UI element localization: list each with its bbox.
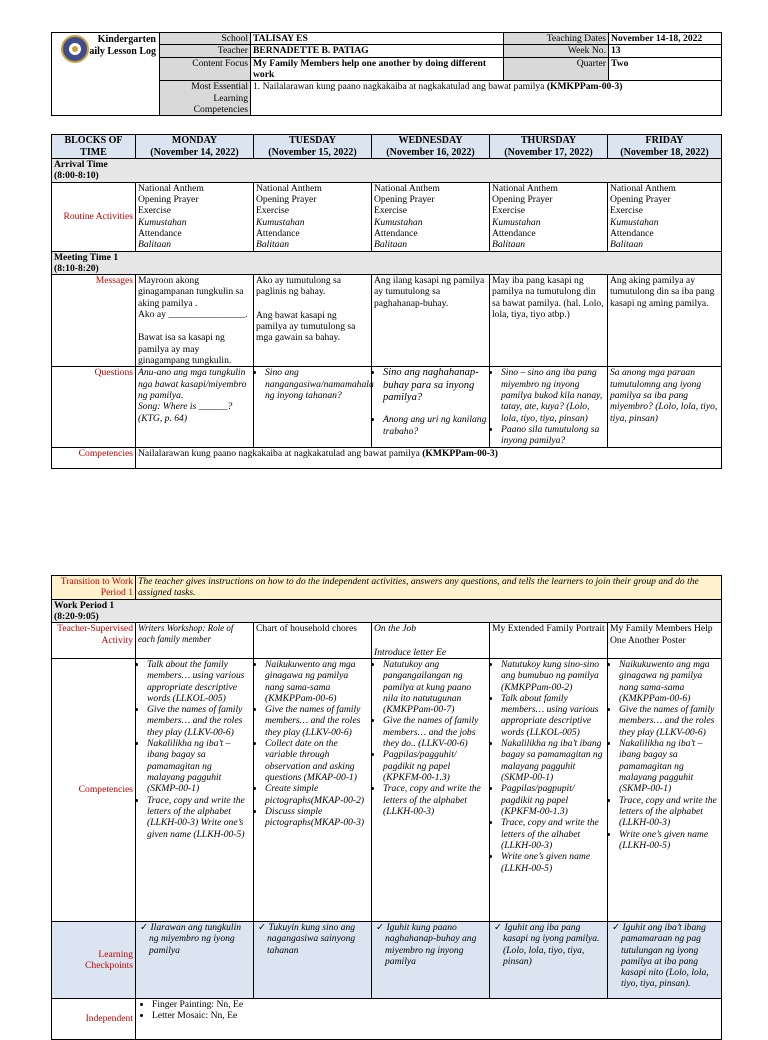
check-icon: ✓	[376, 921, 385, 933]
content-focus-label: Content Focus	[160, 57, 251, 81]
messages-thu: May iba pang kasapi ng pamilya na tumutulong din sa bawat pamilya. (hal. Lolo, lola, tiya, tiyo atbp.)	[490, 275, 608, 367]
work-period-row: Work Period 1 (8:20-9:05)	[52, 599, 722, 623]
blocks-of-time-header: BLOCKS OF TIME	[52, 135, 136, 159]
checkpoint-thu: ✓ Iguhit ang iba pang kasapi ng iyong pamilya. (Lolo, lola, tiyo, tiya, pinsan)	[490, 921, 608, 998]
work-competencies-tue: • Naikukuwento ang mga ginagawa ng pamilya nang sama-sama (KMKPPam-00-6) • Give the names of family members… and the roles they play (LLKV-00-6) • Collect date on the variable through observation and asking questions (MKAP-00-1) • Create simple pictographs(MKAP-00-2) • Discuss simple pictographs(MKAP-00-3)	[254, 658, 372, 921]
work-competencies-mon: • Talk about the family members… using various appropriate descriptive words (LLKOL-005) • Give the names of family members… and the roles they play (LLKV-00-6) • Nakalilikha ng iba’t – ibang bagay sa pamamagitan ng malayang pagguhit (SKMP-00-1) • Trace, copy and write the letters of the alphabet (LLKH-00-3) Write one’s given name (LLKH-00-5)	[136, 658, 254, 921]
routine-label: Routine Activities	[52, 182, 136, 251]
mel-code: (KMKPPam-00-3)	[546, 81, 623, 93]
daily-schedule-table	[51, 134, 722, 469]
routine-thu: National Anthem Opening Prayer Exercise Kumustahan Attendance Balitaan	[490, 182, 608, 251]
tsa-wed: On the Job Introduce letter Ee	[372, 623, 490, 659]
check-icon: ✓	[612, 921, 621, 933]
questions-mon: Anu-ano ang mga tungkulin nga bawat kasapi/miyembro ng pamilya. Song: Where is ______? (KTG, p. 64)	[136, 367, 254, 447]
quarter-label: Quarter	[504, 57, 609, 81]
mel-value	[251, 81, 722, 116]
teacher-value: BERNADETTE B. PATIAG	[251, 45, 504, 57]
checkpoint-fri: ✓ Iguhit ang iba’t ibang pamamaraan ng pag tutulungan ng iyong pamilya at iba pang kasapi nito (Lolo, lola, tiyo, tiya, pinsan).	[608, 921, 722, 998]
questions-fri: Sa anong mga paraan tumutulomng ang iyong pamilya sa iba pang miyembro? (Lolo, lola, tiyo, tiya, pinsan)	[608, 367, 722, 447]
thursday-header: THURSDAY (November 17, 2022)	[490, 135, 608, 159]
independent-activities: • Finger Painting: Nn, Ee • Letter Mosaic: Nn, Ee	[136, 998, 722, 1039]
teacher-supervised-row	[52, 623, 722, 659]
week-label: Week No.	[504, 45, 609, 57]
competencies-label: Competencies	[52, 447, 136, 468]
routine-fri: National Anthem Opening Prayer Exercise Kumustahan Attendance Balitaan	[608, 182, 722, 251]
checkpoint-tue: ✓ Tukuyin kung sino ang nagangasiwa sainyong tahanan	[254, 921, 372, 998]
title-kindergarten: Kindergarten	[97, 34, 156, 45]
tsa-tue: Chart of household chores	[254, 623, 372, 659]
questions-label: Questions	[52, 367, 136, 447]
mel-label: Most Essential Learning Competencies	[160, 81, 251, 116]
work-competencies-thu: • Natutukoy kung sino-sino ang bumubuo ng pamilya (KMKPPam-00-2) • Talk about family members… using various appropriate descriptive words (LLKOL-005) • Nakalilikha ng iba’t ibang bagay sa pamamagitan ng malayang pagguhit (SKMP-00-1) • Pagpilas/pagpupit/ pagdikit ng papel (KPKFM-00-1.3) • Trace, copy and write the letters of the alhabet (LLKH-00-3) • Write one’s given name (LLKH-00-5)	[490, 658, 608, 921]
checkpoint-wed: ✓ Iguhit kung paano naghahanap-buhay ang miyembro ng inyong pamilya	[372, 921, 490, 998]
messages-label: Messages	[52, 275, 136, 367]
monday-header: MONDAY (November 14, 2022)	[136, 135, 254, 159]
deped-seal-icon	[61, 35, 89, 63]
independent-label: Independent	[52, 998, 136, 1039]
tsa-fri: My Family Members Help One Another Poster	[608, 623, 722, 659]
routine-activities-row	[52, 182, 722, 251]
learning-checkpoints-row	[52, 921, 722, 998]
school-value: TALISAY ES	[251, 33, 504, 45]
wednesday-header: WEDNESDAY (November 16, 2022)	[372, 135, 490, 159]
teaching-dates-value: November 14-18, 2022	[609, 33, 722, 45]
routine-wed: National Anthem Opening Prayer Exercise Kumustahan Attendance Balitaan	[372, 182, 490, 251]
mel-text: 1. Nailalarawan kung paano nagkakaiba at nagkakatulad ang bawat pamilya	[253, 81, 547, 93]
routine-mon: National Anthem Opening Prayer Exercise Kumustahan Attendance Balitaan	[136, 182, 254, 251]
learning-checkpoints-label: Learning Checkpoints	[52, 921, 136, 998]
competencies-value: Nailalarawan kung paano nagkakaiba at nagkakatulad ang bawat pamilya (KMKPPam-00-3)	[136, 447, 722, 468]
tsa-mon: Writers Workshop: Role of each family member	[136, 623, 254, 659]
teaching-dates-label: Teaching Dates	[504, 33, 609, 45]
school-label: School	[160, 33, 251, 45]
tuesday-header: TUESDAY (November 15, 2022)	[254, 135, 372, 159]
check-icon: ✓	[140, 921, 149, 933]
messages-mon: Mayroon akong ginagampanan tungkulin sa aking pamilya . Ako ay ________________. Bawat isa sa kasapi ng pamilya ay may ginagampang tungkulin.	[136, 275, 254, 367]
independent-row	[52, 998, 722, 1039]
check-icon: ✓	[258, 921, 267, 933]
checkpoint-mon: ✓ Ilarawan ang tungkulin ng miyembro ng iyong pamilya	[136, 921, 254, 998]
questions-row	[52, 367, 722, 447]
week-value: 13	[609, 45, 722, 57]
check-icon: ✓	[494, 921, 503, 933]
work-competencies-row	[52, 658, 722, 921]
work-competencies-fri: • Naikukuwento ang mga ginagawa ng pamilya nang sama-sama (KMKPPam-00-6) • Give the names of family members… and the roles they play (LLKV-00-6) • Nakalilikha ng iba’t – ibang bagay sa pamamagitan ng malayang pagguhit (SKMP-00-1) • Trace, copy and write the letters of the alphabet (LLKH-00-3) • Write one’s given name (LLKH-00-5)	[608, 658, 722, 921]
content-focus-value: My Family Members help one another by doing different work	[251, 57, 504, 81]
friday-header: FRIDAY (November 18, 2022)	[608, 135, 722, 159]
meeting-time-row: Meeting Time 1 (8:10-8:20)	[52, 251, 722, 275]
work-period-table	[51, 575, 722, 1040]
quarter-value: Two	[609, 57, 722, 81]
messages-fri: Ang aking pamilya ay tumutulong din sa iba pang kasapi ng aming pamilya.	[608, 275, 722, 367]
work-competencies-label: Competencies	[52, 658, 136, 921]
tsa-thu: My Extended Family Portrait	[490, 623, 608, 659]
competencies-row	[52, 447, 722, 468]
teacher-label: Teacher	[160, 45, 251, 57]
messages-row	[52, 275, 722, 367]
title-daily-lesson-log: aily Lesson Log	[89, 46, 156, 57]
transition-text: The teacher gives instructions on how to do the independent activities, answers any questions, and tells the learners to join their group and do the assigned tasks.	[136, 576, 722, 600]
arrival-time-row: Arrival Time (8:00-8:10)	[52, 159, 722, 183]
transition-label: Transition to Work Period 1	[52, 576, 136, 600]
questions-wed: • Sino ang naghahanap-buhay para sa inyong pamilya? • Anong ang uri ng kanilang trabaho?	[372, 367, 490, 447]
teacher-supervised-label: Teacher-Supervised Activity	[52, 623, 136, 659]
messages-tue: Ako ay tumutulong sa paglinis ng bahay. Ang bawat kasapi ng pamilya ay tumutulong sa mga gawain sa bahay.	[254, 275, 372, 367]
transition-row	[52, 576, 722, 600]
questions-thu: • Sino – sino ang iba pang miyembro ng inyong pamilya bukod kila nanay, tatay, ate, kuya? (Lolo, lola, tiyo, tiya, pinsan) • Paano sila tumutulong sa inyong pamilya?	[490, 367, 608, 447]
work-competencies-wed: • Natutukoy ang pangangailangan ng pamilya at kung paano nila ito natutugunan (KMKPPam-00-7) • Give the names of family members… and the jobs they do.. (LLKV-00-6) • Pagpilas/pagguhit/ pagdikit ng papel (KPKFM-00-1.3) • Trace, copy and write the letters of the alphabet (LLKH-00-3)	[372, 658, 490, 921]
header-title-cell	[52, 33, 160, 116]
routine-tue: National Anthem Opening Prayer Exercise Kumustahan Attendance Balitaan	[254, 182, 372, 251]
messages-wed: Ang ilang kasapi ng pamilya ay tumutulong sa paghahanap-buhay.	[372, 275, 490, 367]
day-header-row	[52, 135, 722, 159]
questions-tue: • Sino ang nangangasiwa/namamahala ng inyong tahanan?	[254, 367, 372, 447]
lesson-log-header-table	[51, 32, 722, 116]
